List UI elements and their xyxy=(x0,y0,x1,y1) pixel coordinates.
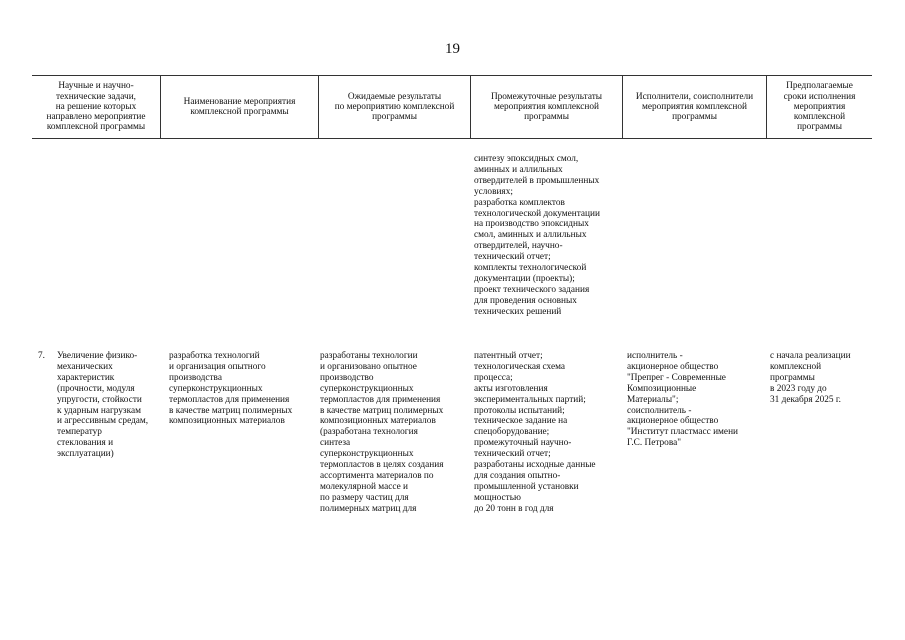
row-expected-results-text: разработаны технологии и организовано опытное производство суперконструкционных термопластов для применения в качестве матриц полимерных композиционных материалов (разработана технология синтеза суперконструкционных термопластов в целях создания ассортимента материалов по молекулярной массе и по размеру частиц для полимерных матриц для xyxy=(320,351,444,514)
row-task-text: Увеличение физико- механических характеристик (прочности, модуля упругости, стойкости к ударным нагрузкам и агрессивным средам, температур стеклования и эксплуатации) xyxy=(57,351,149,460)
header-activity-name xyxy=(161,77,318,137)
header-executors xyxy=(623,77,766,137)
header-deadlines-text: Предполагаемые сроки исполнения мероприятия комплексной программы xyxy=(783,81,856,133)
header-expected-results-text: Ожидаемые результаты по мероприятию комплексной программы xyxy=(334,91,455,123)
continuation-intermediate-results: синтезу эпоксидных смол, аминных и аллильных отвердителей в промышленных условиях; разработка комплектов технологической документации на производство эпоксидных смол, аминных и аллильных отвердителей, научно- технический отчет; комплекты технологической документации (проекты); проект технического задания для проведения основных технических решений xyxy=(474,154,600,317)
header-tasks-text: Научные и научно- технические задачи, на решение которых направлено мероприятие комплексной программы xyxy=(46,81,146,133)
row-number: 7. xyxy=(38,351,45,361)
header-activity-name-text: Наименование мероприятия комплексной программы xyxy=(183,96,296,117)
header-tasks xyxy=(32,77,160,137)
header-expected-results xyxy=(319,77,470,137)
header-deadlines xyxy=(767,77,872,137)
row-executors-text: исполнитель - акционерное общество "Препрег - Современные Композиционные Материалы"; соисполнитель - акционерное общество "Институт пластмасс имени Г.С. Петрова" xyxy=(627,351,739,449)
page-number: 19 xyxy=(445,41,460,57)
table-top-border xyxy=(32,75,872,76)
table-header-bottom-border xyxy=(32,138,872,139)
row-activity-text: разработка технологий и организация опытного производства суперконструкционных термопластов для применения в качестве матриц полимерных композиционных материалов xyxy=(169,351,293,427)
header-intermediate-results-text: Промежуточные результаты мероприятия комплексной программы xyxy=(490,91,603,123)
row-intermediate-results-text: патентный отчет; технологическая схема процесса; акты изготовления экспериментальных партий; протоколы испытаний; техническое задание на спецоборудование; промежуточный научно- технический отчет; разработаны исходные данные для создания опытно- промышленной установки мощностью до 20 тонн в год для xyxy=(474,351,596,514)
row-deadline-text: с начала реализации комплексной программы в 2023 году до 31 декабря 2025 г. xyxy=(770,351,851,405)
header-intermediate-results xyxy=(471,77,622,137)
header-executors-text: Исполнители, соисполнители мероприятия комплексной программы xyxy=(635,91,754,123)
